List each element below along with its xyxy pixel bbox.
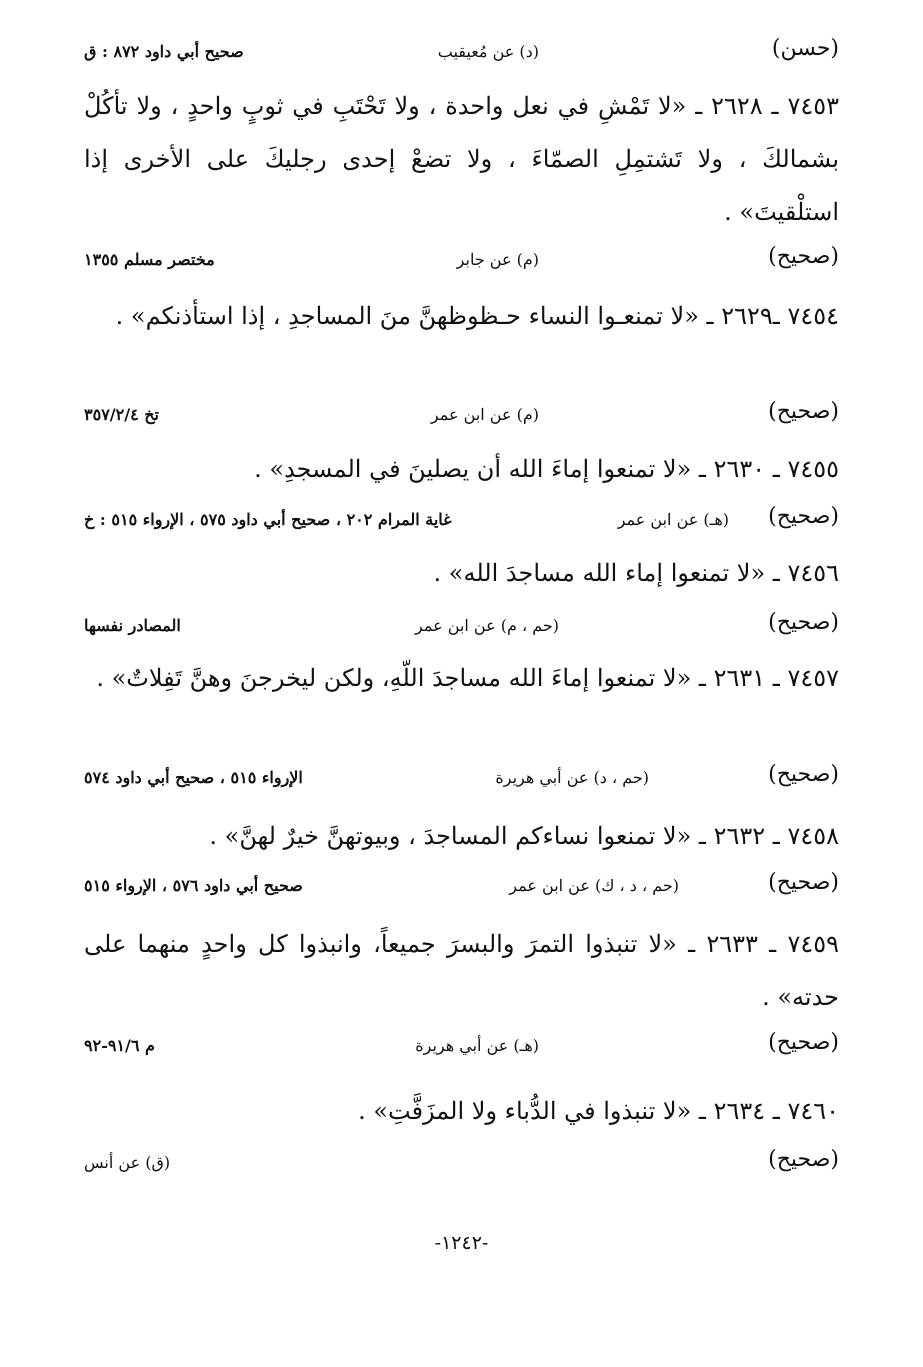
hadith-text: ٧٤٥٣ ـ ٢٦٢٨ ـ «لا تَمْشِ في نعل واحدة ، ولا تَحْتَبِ في ثوبٍ واحدٍ ، ولا تأكُلْ بشمالكَ ، ولا تَشتمِلِ الصمّاءَ ، ولا تضعْ إحدى رجليكَ على الأخرى إذا استلْقيتَ» . — [84, 92, 840, 226]
hadith-text: ٧٤٥٥ ـ ٢٦٣٠ ـ «لا تمنعوا إماءَ الله أن يصلينَ في المسجدِ» . — [254, 455, 839, 483]
reference-label: م ٩١/٦-٩٢ — [84, 1036, 155, 1055]
narrator-label: (م) عن جابر — [456, 250, 539, 269]
source-line — [84, 34, 839, 74]
narrator-label: (هـ) عن ابن عمر — [617, 510, 729, 529]
narrator-label: (حم ، د) عن أبي هريرة — [495, 768, 649, 787]
narrator-label: (ق) عن أنس — [84, 1153, 171, 1172]
narrator-label: (هـ) عن أبي هريرة — [415, 1036, 539, 1055]
grade-label: (صحيح) — [768, 870, 839, 895]
hadith-text: ٧٤٥٤ ـ٢٦٢٩ ـ «لا تمنعـوا النساء حـظوظهنَّ منَ المساجدِ ، إذا استأذنكم» . — [115, 302, 839, 330]
grade-label: (صحيح) — [768, 244, 839, 269]
hadith-text: ٧٤٥٩ ـ ٢٦٣٣ ـ «لا تنبذوا التمرَ والبسرَ جميعاً، وانبذوا كل واحدٍ منهما على حدته» . — [84, 930, 839, 1011]
narrator-label: (م) عن ابن عمر — [430, 405, 539, 424]
source-line — [84, 502, 839, 542]
reference-label: صحيح أبي داود ٥٧٦ ، الإرواء ٥١٥ — [84, 876, 303, 895]
reference-label: المصادر نفسها — [84, 616, 181, 635]
reference-label: صحيح أبي داود ٨٧٢ : ق — [84, 42, 244, 61]
grade-label: (صحيح) — [768, 504, 839, 529]
grade-label: (صحيح) — [768, 399, 839, 424]
hadith-text: ٧٤٥٧ ـ ٢٦٣١ ـ «لا تمنعوا إماءَ الله مساجدَ اللّهِ، ولكن ليخرجنَ وهنَّ تَفِلاتٌ» . — [96, 664, 839, 692]
source-line — [84, 868, 839, 908]
source-line — [84, 1145, 839, 1185]
hadith-text: ٧٤٥٦ ـ «لا تمنعوا إماء الله مساجدَ الله» . — [433, 559, 839, 587]
grade-label: (صحيح) — [768, 1147, 839, 1172]
source-line — [84, 397, 839, 437]
reference-label: غاية المرام ٢٠٢ ، صحيح أبي داود ٥٧٥ ، الإرواء ٥١٥ : خ — [84, 510, 452, 529]
source-line — [84, 608, 839, 648]
source-line — [84, 242, 839, 282]
grade-label: (صحيح) — [768, 1030, 839, 1055]
reference-label: الإرواء ٥١٥ ، صحيح أبي داود ٥٧٤ — [84, 768, 303, 787]
source-line — [84, 1028, 839, 1068]
narrator-label: (د) عن مُعيقيب — [437, 42, 539, 61]
narrator-label: (حم ، د ، ك) عن ابن عمر — [509, 876, 679, 895]
hadith-text: ٧٤٦٠ ـ ٢٦٣٤ ـ «لا تنبذوا في الدُّباء ولا المزَفَّتِ» . — [358, 1097, 839, 1125]
grade-label: (صحيح) — [768, 762, 839, 787]
page-number: -١٢٤٢- — [434, 1232, 489, 1254]
grade-label: (حسن) — [771, 36, 839, 61]
reference-label: تخ ٣٥٧/٢/٤ — [84, 405, 160, 424]
reference-label: مختصر مسلم ١٣٥٥ — [84, 250, 215, 269]
narrator-label: (حم ، م) عن ابن عمر — [415, 616, 559, 635]
hadith-text: ٧٤٥٨ ـ ٢٦٣٢ ـ «لا تمنعوا نساءكم المساجدَ ، وبيوتهنَّ خيرٌ لهنَّ» . — [209, 822, 839, 850]
source-line — [84, 760, 839, 800]
grade-label: (صحيح) — [768, 610, 839, 635]
